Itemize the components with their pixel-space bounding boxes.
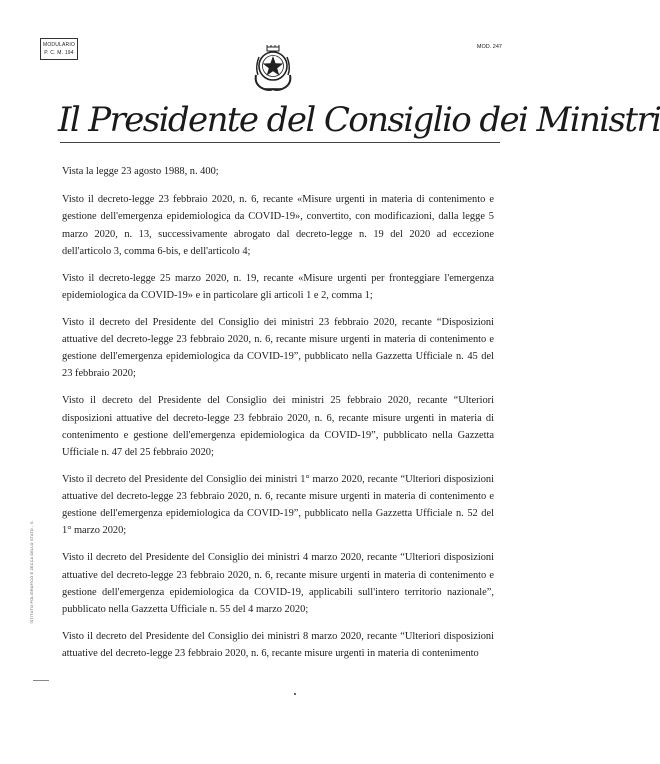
paragraph: Visto il decreto del Presidente del Consiglio dei ministri 23 febbraio 2020, recante “Disposizioni attuative del decreto-legge 23 febbraio 2020, n. 6, recante misure urgenti in materia di contenimento e gestione dell'emergenza epidemiologica da COVID-19”, pubblicato nella Gazzetta Ufficiale n. 45 del 23 febbraio 2020; bbox=[62, 316, 494, 380]
document-body bbox=[62, 163, 494, 672]
paragraph: Visto il decreto del Presidente del Consiglio dei ministri 1° marzo 2020, recante “Ulteriori disposizioni attuative del decreto-legge 23 febbraio 2020, n. 6, recante misure urgenti in materia di contenimento e gestione dell'emergenza epidemiologica da COVID-19”, pubblicato nella Gazzetta Ufficiale n. 52 del 1° marzo 2020; bbox=[62, 473, 494, 537]
italian-republic-emblem-icon bbox=[250, 45, 296, 93]
header-title: Il Presidente del Consiglio dei Ministri bbox=[58, 100, 660, 140]
paragraph: Vista la legge 23 agosto 1988, n. 400; bbox=[62, 166, 219, 177]
paragraph: Visto il decreto-legge 25 marzo 2020, n. 19, recante «Misure urgenti per fronteggiare l'emergenza epidemiologica da COVID-19» e in particolare gli articoli 1 e 2, comma 1; bbox=[62, 272, 494, 301]
stamp-line-2: P. C. M. 194 bbox=[44, 50, 74, 56]
form-code: MOD. 247 bbox=[476, 44, 502, 50]
paragraph: Visto il decreto del Presidente del Consiglio dei ministri 8 marzo 2020, recante “Ulteriori disposizioni attuative del decreto-legge 23 febbraio 2020, n. 6, recante misure urgenti in materia di contenimento bbox=[62, 630, 494, 659]
paragraph: Visto il decreto-legge 23 febbraio 2020, n. 6, recante «Misure urgenti in materia di contenimento e gestione dell'emergenza epidemiologica da COVID-19», convertito, con modificazioni, dalla legge 5 marzo 2020, n. 13, successivamente abrogato dal decreto-legge n. 19 del 2020 ad eccezione dell'articolo 3, comma 6-bis, e dell'articolo 4; bbox=[62, 194, 494, 257]
paragraph: Visto il decreto del Presidente del Consiglio dei ministri 25 febbraio 2020, recante “Ulteriori disposizioni attuative del decreto-legge 23 febbraio 2020, n. 6, recante misure urgenti in materia di contenimento e gestione dell'emergenza epidemiologica da COVID-19”, pubblicato nella Gazzetta Ufficiale n. 47 del 25 febbraio 2020; bbox=[62, 395, 494, 458]
printer-side-note: ISTITUTO POLIGRAFICO E ZECCA DELLO STATO - S. bbox=[30, 520, 34, 624]
paragraph: Visto il decreto del Presidente del Consiglio dei ministri 4 marzo 2020, recante “Ulteriori disposizioni attuative del decreto-legge 23 febbraio 2020, n. 6, recante misure urgenti in materia di contenimento e gestione dell'emergenza epidemiologica da COVID-19, applicabili sull'intero territorio nazionale”, pubblicato nella Gazzetta Ufficiale n. 55 del 4 marzo 2020; bbox=[62, 552, 494, 615]
modulario-stamp bbox=[40, 38, 78, 60]
page-dot bbox=[294, 693, 296, 695]
margin-mark bbox=[33, 680, 49, 681]
header-underline bbox=[60, 142, 500, 143]
stamp-line-1: MODULARIO bbox=[42, 42, 76, 48]
